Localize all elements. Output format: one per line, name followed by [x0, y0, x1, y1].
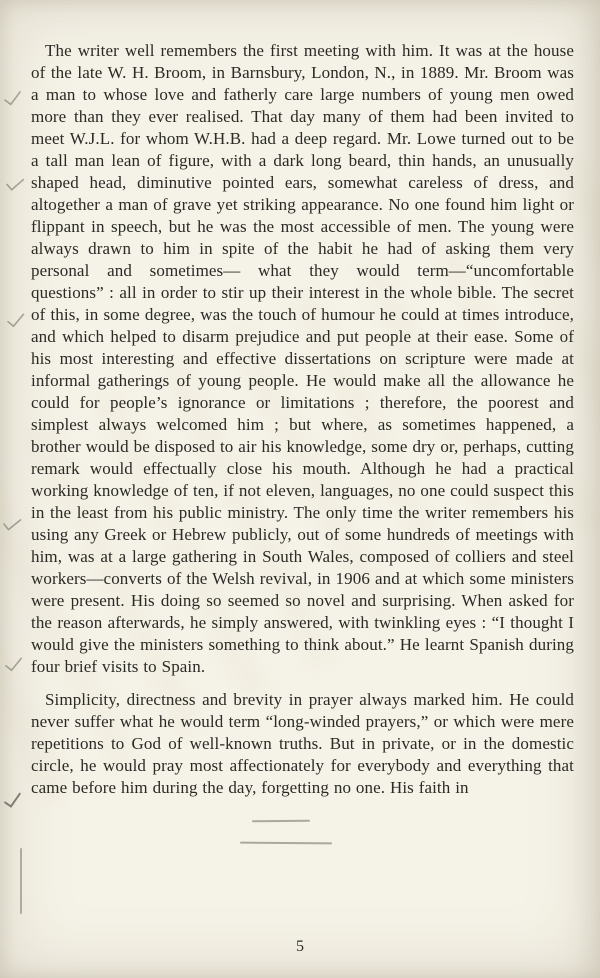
paragraph-1: The writer well remembers the first meeting with him. It was at the house of the late W. H. Broom, in Barnsbury, London, N., in 1889. Mr. Broom was a man to whose love and fatherly care large numbers of young men owed more than they ever realised. That day many of them had been invited to meet W.J.L. for whom W.H.B. had a deep regard. Mr. Lowe turned out to be a tall man lean of figure, with a dark long beard, thin hands, an unusually shaped head, diminutive pointed ears, somewhat careless of dress, and altogether a man of grave yet striking appearance. No one found him light or flippant in speech, but he was the most accessible of men. The young were always drawn to him in spite of the habit he had of asking them very personal and sometimes— what they would term—“uncomfortable questions” : all in order to stir up their interest in the whole bible. The secret of this, in some degree, was the touch of humour he could at times introduce, and which helped to disarm prejudice and put people at their ease. Some of his most interesting and effective dissertations on scripture were made at informal gatherings of young people. He would make all the allowance he could for people’s ignorance or limitations ; therefore, the poorest and simplest always welcomed him ; but where, as sometimes happened, a brother would be disposed to air his knowledge, some dry or, perhaps, cutting remark would effectually close his mouth. Although he had a practical working knowledge of ten, if not eleven, languages, no one could suspect this in the least from his public ministry. The only time the writer remembers his using any Greek or Hebrew publicly, out of some hundreds of meetings with him, was at a large gathering in South Wales, composed of colliers and steel workers—converts of the Welsh revival, in 1906 and at which some ministers were present. His doing so seemed so novel and surprising. When asked for the reason afterwards, he simply answered, with twinkling eyes : “I thought I would give the ministers something to think about.” He learnt Spanish during four brief visits to Spain.	[31, 41, 574, 676]
margin-checkmark-icon	[2, 517, 21, 533]
pencil-underline-what-he-would	[240, 842, 332, 845]
pencil-margin-line	[20, 848, 22, 914]
margin-checkmark-icon	[6, 313, 25, 329]
page-number: 5	[296, 938, 304, 955]
paragraph-2: Simplicity, directness and brevity in prayer always marked him. He could never suffer what he would term “long-winded prayers,” or which were mere repetitions to God of well-known truths. But in private, or in the domestic circle, he would pray most affectionately for everybody and everything that came before him during the day, forgetting no one. His faith in	[31, 690, 574, 797]
margin-checkmark-icon	[6, 177, 25, 192]
page-text	[31, 40, 574, 799]
margin-checkmark-icon	[4, 657, 23, 673]
margin-checkmark-icon	[3, 91, 23, 107]
margin-checkmark-icon	[3, 793, 23, 810]
pencil-underline-brevity	[252, 820, 310, 823]
